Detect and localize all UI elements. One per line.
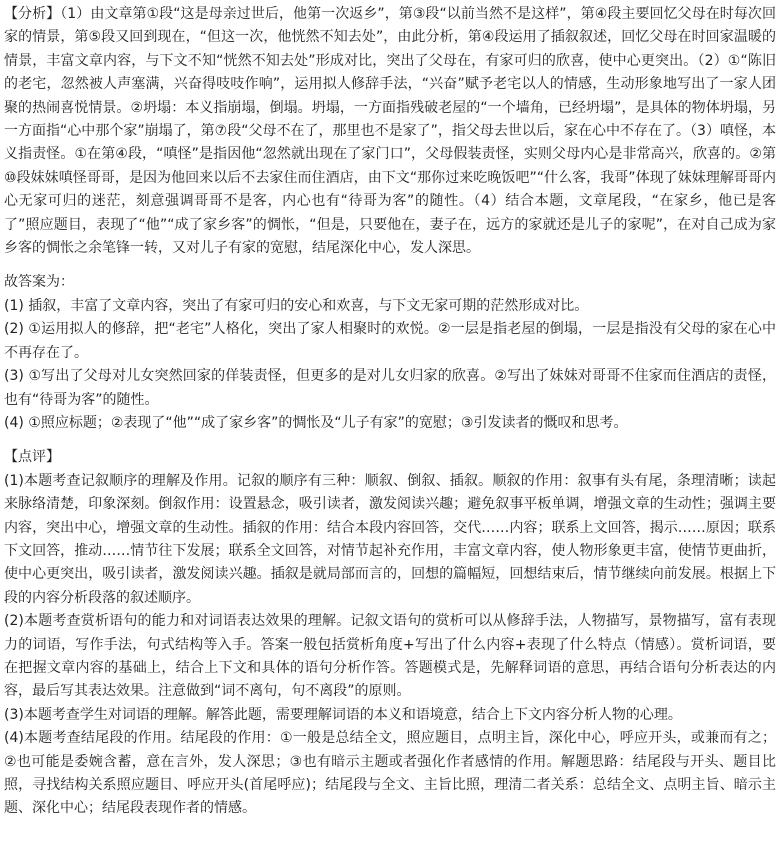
answer-item-3: (3) ①写出了父母对儿女突然回家的佯装责怪，但更多的是对儿女归家的欣喜。②写出了妹妹对哥哥不住家而住酒店的责怪，也有“待哥为客”的随性。 bbox=[4, 368, 776, 408]
analysis-section bbox=[4, 3, 776, 260]
comment-heading: 【点评】 bbox=[4, 449, 60, 466]
comment-item-4: (4)本题考查结尾段的作用。结尾段的作用：①一般是总结全文，照应题目，点明主旨，深化中心，呼应开头，或兼而有之；②也可能是委婉含蓄，意在言外，发人深思；③也有暗示主题或者强化作者感情的作用。解题思路：结尾段与开头、题目比照，寻找结构关系照应题目、呼应开头(首尾呼应)；结尾段与全文、主旨比照，理清二者关系：总结全文、点明主旨、暗示主题、深化中心；结尾段表现作者的情感。 bbox=[4, 730, 776, 817]
analysis-paragraph: 【分析】（1）由文章第①段“这是母亲过世后，他第一次返乡”，第③段“以前当然不是这样”，第④段主要回忆父母在时每次回家的情景，第⑤段又回到现在，“但这一次，他恍然不知去处”，由此分析，第④段运用了插叙叙述，回忆父母在时回家温暖的情景，丰富文章内容，与下文不知“恍然不知去处”形成对比，突出了父母在，有家可归的欣喜，使中心更突出。（2）①“陈旧的老宅，忽然被人声塞满，兴奋得吱吱作响”，运用拟人修辞手法，“兴奋”赋予老宅以人的情感，生动形象地写出了一家人团聚的热闹喜悦情景。②坍塌：本义指崩塌，倒塌。坍塌，一方面指残破老屋的“一个墙角，已经坍塌”，是具体的物体坍塌，另一方面指“心中那个家”崩塌了，第⑦段“父母不在了，那里也不是家了”，指父母去世以后，家在心中不存在了。（3）嗔怪，本义指责怪。①在第④段，“嗔怪”是指因他“忽然就出现在了家门口”，父母假装责怪，实则父母内心是非常高兴，欣喜的。②第⑩段妹妹嗔怪哥哥，是因为他回来以后不去家住而住酒店，由下文“那你过来吃晚饭吧”“什么客，我哥”体现了妹妹理解哥哥内心无家可归的迷茫，刻意强调哥哥不是客，内心也有“待哥为客”的随性。（4）结合本题，文章尾段，“在家乡，他已是客了”照应题目，表现了“他”“成了家乡客”的惆怅，“但是，只要他在，妻子在，远方的家就还是儿子的家呢”，在对自己成为家乡客的惆怅之余笔锋一转，又对儿子有家的宽慰，结尾深化中心，发人深思。 bbox=[4, 6, 776, 257]
section-divider bbox=[4, 435, 776, 446]
comment-section bbox=[4, 446, 776, 821]
comment-item-2: (2)本题考查赏析语句的能力和对词语表达效果的理解。记叙文语句的赏析可以从修辞手法，人物描写，景物描写，富有表现力的词语，写作手法，句式结构等入手。答案一般包括赏析角度+写出了什么内容+表现了什么特点（情感）。赏析词语，要在把握文章内容的基础上，结合上下文和具体的语句分析作答。答题模式是，先解释词语的意思，再结合语句分析表达的内容，最后写其表达效果。注意做到“词不离句，句不离段”的原则。 bbox=[4, 613, 776, 700]
answer-section bbox=[4, 271, 776, 435]
section-divider bbox=[4, 260, 776, 271]
answer-heading: 故答案为： bbox=[4, 274, 74, 291]
answer-item-2: (2) ①运用拟人的修辞，把“老宅”人格化，突出了家人相聚时的欢悦。②一层是指老屋的倒塌，一层是指没有父母的家在心中不再存在了。 bbox=[4, 321, 776, 361]
answer-item-1: (1) 插叙，丰富了文章内容，突出了有家可归的安心和欢喜，与下文无家可期的茫然形成对比。 bbox=[4, 297, 589, 314]
answer-item-4: (4) ①照应标题；②表现了“他”“成了家乡客”的惆怅及“儿子有家”的宽慰；③引发读者的慨叹和思考。 bbox=[4, 414, 628, 431]
comment-item-3: (3)本题考查学生对词语的理解。解答此题，需要理解词语的本义和语境意，结合上下文内容分析人物的心理。 bbox=[4, 706, 682, 723]
comment-item-1: (1)本题考查记叙顺序的理解及作用。记叙的顺序有三种：顺叙、倒叙、插叙。顺叙的作用：叙事有头有尾，条理清晰；读起来脉络清楚，印象深刻。倒叙作用：设置悬念，吸引读者，激发阅读兴趣；避免叙事平板单调，增强文章的生动性；强调主要内容，突出中心，增强文章的生动性。插叙的作用：结合本段内容回答，交代……内容；联系上文回答，揭示……原因；联系下文回答，推动……情节往下发展；联系全文回答，对情节起补充作用，丰富文章内容，使人物形象更丰富，使情节更曲折，使中心更突出，吸引读者，激发阅读兴趣。插叙是就局部而言的，回想的篇幅短，回想结束后，情节继续向前发展。根据上下段的内容分析段落的叙述顺序。 bbox=[4, 472, 776, 606]
